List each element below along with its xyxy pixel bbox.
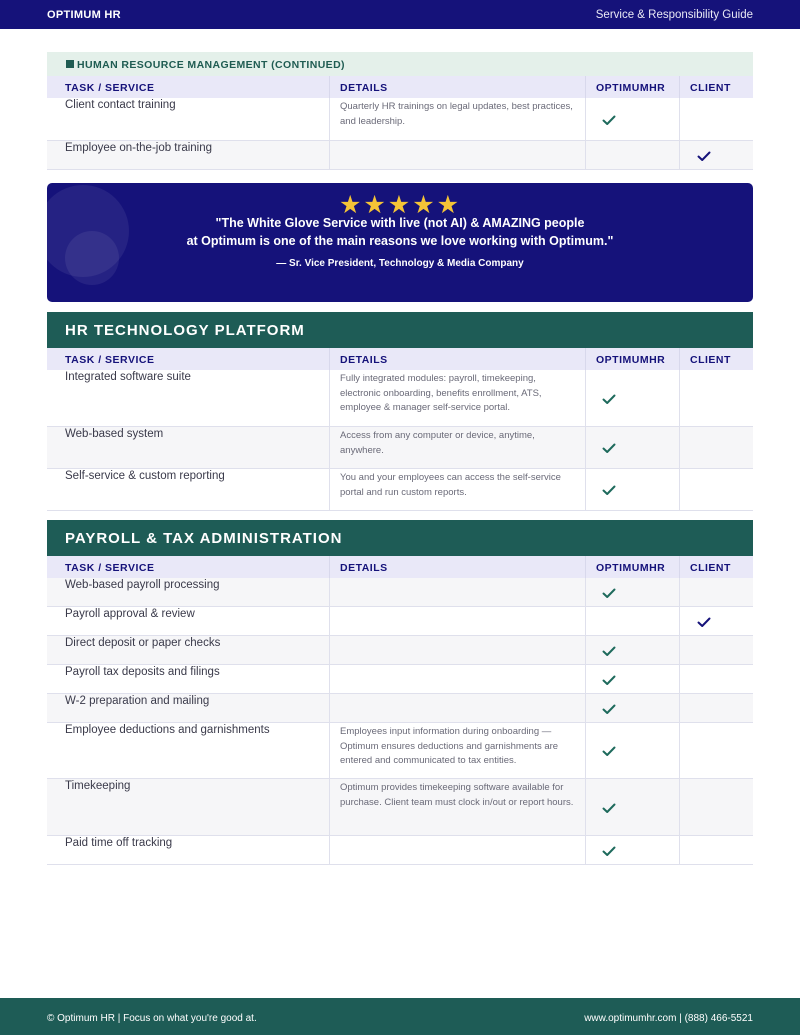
tech-section-title: HR TECHNOLOGY PLATFORM [47,312,753,348]
task-details: Fully integrated modules: payroll, timekeeping, electronic onboarding, benefits enrollment, ATS, employee & manager self-service portal. [340,373,542,413]
testimonial-quote-line-1: "The White Glove Service with live (not AI) & AMAZING people [215,216,585,230]
five-stars-icon: ★★★★★ [338,191,462,219]
task-name: Web-based payroll processing [65,579,220,591]
task-name: Employee deductions and garnishments [65,724,270,736]
brand-name: OPTIMUM HR [47,9,121,21]
task-name: Payroll tax deposits and filings [65,666,220,678]
col-task: TASK / SERVICE [65,354,155,366]
table-row [47,578,753,607]
task-details: Quarterly HR trainings on legal updates, best practices, and leadership. [340,101,573,127]
col-optimum: OPTIMUMHR [596,562,666,574]
table-row [47,779,753,836]
client-check-icon [697,617,711,628]
task-details: You and your employees can access the self-service portal and run custom reports. [340,472,561,498]
column-header-row [47,76,753,98]
footer-contact: www.optimumhr.com | (888) 466-5521 [584,1013,753,1024]
col-task: TASK / SERVICE [65,82,155,94]
table-row [47,836,753,865]
task-details: Employees input information during onboarding — Optimum ensures deductions and garnishments are entered and communicated to tax entities. [340,726,559,766]
footer [0,998,800,1035]
task-details: Access from any computer or device, anytime, anywhere. [340,430,535,456]
table-row [47,427,753,469]
task-name: Direct deposit or paper checks [65,637,221,649]
footer-tagline: © Optimum HR | Focus on what you're good at. [47,1013,257,1024]
task-name: Integrated software suite [65,371,191,383]
payroll-rows [47,578,753,865]
col-optimum: OPTIMUMHR [596,82,666,94]
col-details: DETAILS [340,82,388,94]
task-name: Payroll approval & review [65,608,195,620]
table-row [47,469,753,511]
optimum-check-icon [602,485,616,496]
client-check-icon [697,151,711,162]
table-row [47,141,753,170]
table-row [47,98,753,141]
hrm-section-title: HUMAN RESOURCE MANAGEMENT (CONTINUED) [47,52,753,76]
optimum-check-icon [602,394,616,405]
payroll-section-title: PAYROLL & TAX ADMINISTRATION [47,520,753,556]
task-name: Self-service & custom reporting [65,470,225,482]
task-name: Paid time off tracking [65,837,173,849]
optimum-check-icon [602,704,616,715]
task-name: W-2 preparation and mailing [65,695,210,707]
col-client: CLIENT [690,354,731,366]
square-bullet-icon [66,60,74,68]
task-name: Web-based system [65,428,164,440]
task-details: Optimum provides timekeeping software available for purchase. Client team must clock in/out or report hours. [340,782,574,808]
optimum-check-icon [602,803,616,814]
col-client: CLIENT [690,82,731,94]
optimum-check-icon [602,443,616,454]
col-optimum: OPTIMUMHR [596,354,666,366]
col-details: DETAILS [340,354,388,366]
optimum-check-icon [602,675,616,686]
table-row [47,370,753,427]
table-row [47,694,753,723]
optimum-check-icon [602,846,616,857]
task-name: Client contact training [65,99,176,111]
guide-title: Service & Responsibility Guide [595,9,753,21]
task-name: Timekeeping [65,780,131,792]
tech-rows [47,370,753,511]
col-details: DETAILS [340,562,388,574]
column-header-row [47,348,753,370]
task-name: Employee on-the-job training [65,142,213,154]
column-header-row [47,556,753,578]
optimum-check-icon [602,746,616,757]
optimum-check-icon [602,115,616,126]
table-row [47,636,753,665]
optimum-check-icon [602,646,616,657]
table-row [47,723,753,779]
optimum-check-icon [602,588,616,599]
col-task: TASK / SERVICE [65,562,155,574]
payroll-section [47,520,753,865]
table-row [47,665,753,694]
testimonial-attribution: — Sr. Vice President, Technology & Media Company [276,258,524,269]
hrm-rows [47,98,753,170]
testimonial-banner [47,183,753,302]
col-client: CLIENT [690,562,731,574]
table-row [47,607,753,636]
testimonial-quote-line-2: at Optimum is one of the main reasons we love working with Optimum." [186,234,614,248]
hrm-section [47,52,753,170]
tech-section [47,312,753,511]
top-bar [0,0,800,29]
